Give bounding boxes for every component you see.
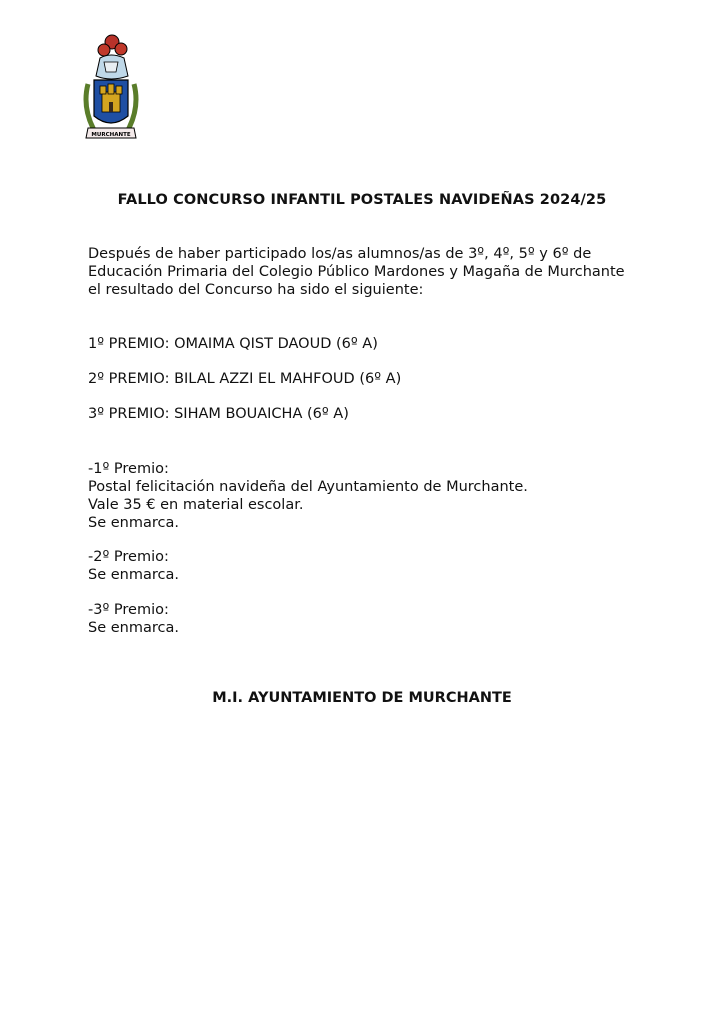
winner-3: 3º PREMIO: SIHAM BOUAICHA (6º A) [88,406,349,422]
prize-line: Se enmarca. [88,567,179,583]
prize-line: Postal felicitación navideña del Ayuntamiento de Murchante. [88,479,528,495]
prize-heading: -2º Premio: [88,549,169,565]
prize-3 [88,601,179,637]
winner-1: 1º PREMIO: OMAIMA QIST DAOUD (6º A) [88,336,378,352]
intro-line: Después de haber participado los/as alumnos/as de 3º, 4º, 5º y 6º de [88,246,592,262]
prize-1 [88,460,528,532]
crest-label: MURCHANTE [91,132,131,138]
prize-line: Se enmarca. [88,515,179,531]
prize-heading: -1º Premio: [88,461,169,477]
prize-line: Vale 35 € en material escolar. [88,497,304,513]
coat-of-arms-icon [78,32,144,142]
winner-2: 2º PREMIO: BILAL AZZI EL MAHFOUD (6º A) [88,371,402,387]
prize-heading: -3º Premio: [88,602,169,618]
prize-2 [88,548,179,584]
signature-footer: M.I. AYUNTAMIENTO DE MURCHANTE [212,690,512,706]
intro-line: Educación Primaria del Colegio Público Mardones y Magaña de Murchante [88,264,625,280]
intro-line: el resultado del Concurso ha sido el siguiente: [88,282,424,298]
document-title: FALLO CONCURSO INFANTIL POSTALES NAVIDEÑAS 2024/25 [117,192,607,208]
intro-paragraph [88,245,625,299]
prize-line: Se enmarca. [88,620,179,636]
